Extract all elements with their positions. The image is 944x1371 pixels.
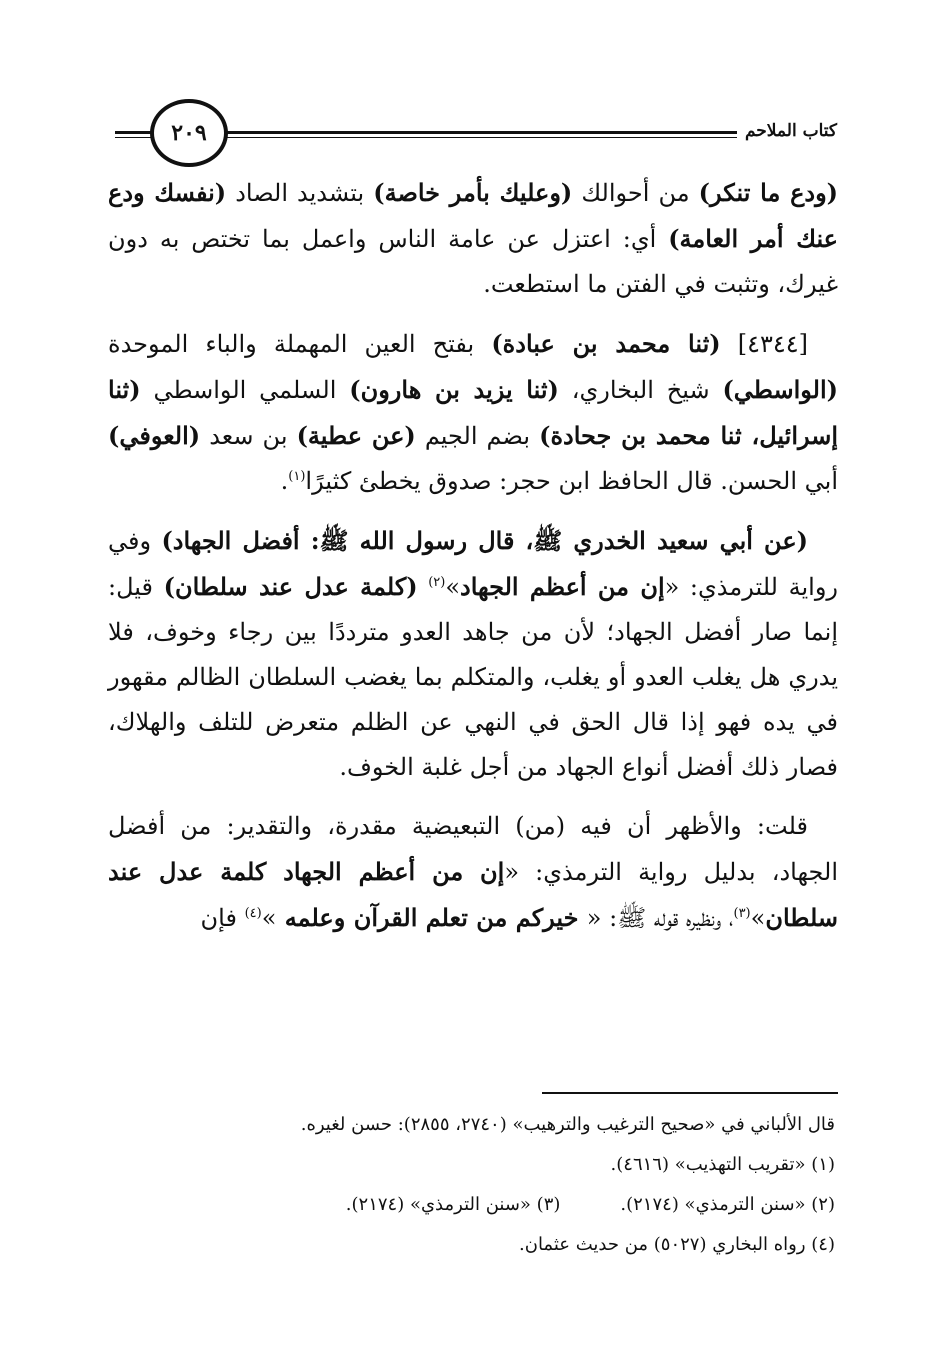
- header-rule-left-thick: [115, 131, 155, 134]
- text-run: من أحوالك: [572, 179, 699, 207]
- bold-phrase: إن من أعظم الجهاد: [460, 572, 665, 601]
- bold-phrase: (العوفي): [108, 421, 201, 450]
- bold-phrase: إن من أعظم الجهاد كلمة عدل عند سلطان: [108, 857, 838, 932]
- bold-phrase: (نفسك ودع عنك أمر العامة): [108, 178, 839, 253]
- bold-phrase: (وعليك بأمر خاصة): [373, 178, 573, 207]
- footnote-2-3-row: [120, 1185, 835, 1225]
- footnote-continuation: قال الألباني في «صحيح الترغيب والترهيب» (٢٧٤٠، ٢٨٥٥): حسن لغيره.: [300, 1114, 835, 1135]
- text-run: شيخ البخاري،: [558, 376, 723, 404]
- bold-phrase: خيركم من تعلم القرآن وعلمه: [276, 903, 587, 932]
- paragraph-1: [108, 170, 838, 307]
- running-title: كتاب الملاحم: [737, 119, 837, 143]
- text-run: »: [750, 904, 766, 932]
- text-run: بفتح العين المهملة والباء الموحدة: [108, 330, 492, 358]
- footnote-ref[interactable]: (٢): [428, 575, 446, 590]
- paragraph-3: [108, 518, 838, 790]
- footnote-ref[interactable]: (١): [288, 469, 306, 484]
- text-run: [418, 573, 429, 601]
- text-run: أي: اعتزل عن عامة الناس واعمل بما تختص به دون غيرك، وتثبت في الفتن ما استطعت.: [108, 225, 838, 298]
- text-run: قيل: إنما صار أفضل الجهاد؛ لأن من جاهد العدو مترددًا بين رجاء وخوف، فلا يدري هل يغلب العدو أو يغلب، والمتكلم بما يغضب السلطان الظالم مقهور في يده فهو إذا قال الحق في النهي عن الظلم متعرض للتلف والهلاك، فصار ذلك أفضل أنواع الجهاد من أجل غلبة الخوف.: [108, 573, 838, 781]
- footnote-3: (٣) «سنن الترمذي» (٢١٧٤).: [345, 1194, 561, 1215]
- footnotes: [120, 1105, 835, 1265]
- text-run: »: [261, 904, 277, 932]
- page-number: ٢٠٩: [150, 99, 228, 167]
- paragraph-4: [108, 804, 838, 941]
- text-run: السلمي الواسطي: [140, 376, 350, 404]
- bold-phrase: (كلمة عدل عند سلطان): [163, 572, 418, 601]
- text-run: بتشديد الصاد: [226, 179, 374, 207]
- footnote-1: (١) «تقريب التهذيب» (٤٦١٦).: [610, 1154, 835, 1175]
- text-run: قلت: والأظهر أن فيه (من) التبعيضية مقدرة، والتقدير: من أفضل الجهاد، بدليل رواية الترمذي: «: [108, 812, 838, 886]
- footnote-ref[interactable]: (٣): [733, 906, 751, 921]
- bold-phrase: (ودع ما تنكر): [698, 178, 839, 207]
- text-run: فإن: [200, 904, 245, 932]
- bold-phrase: (الواسطي): [722, 375, 838, 404]
- text-run: أبي الحسن. قال الحافظ ابن حجر: صدوق يخطئ كثيرًا: [305, 467, 838, 495]
- bold-phrase: (ثنا إسرائيل، ثنا محمد بن جحادة): [108, 375, 839, 450]
- paragraph-2: [108, 321, 838, 504]
- text-run: »: [445, 573, 461, 601]
- bold-phrase: (عن أبي سعيد الخدري ﷺ، قال رسول الله ﷺ: أفضل الجهاد): [161, 526, 808, 555]
- footnote-4: (٤) رواه البخاري (٥٠٢٧) من حديث عثمان.: [519, 1234, 835, 1255]
- text-run: .: [280, 467, 289, 495]
- page-header: [115, 95, 837, 175]
- bold-phrase: (عن عطية): [296, 421, 416, 450]
- header-rule-left-thin: [115, 137, 155, 138]
- footnote-separator: [542, 1092, 838, 1094]
- text-run: ، ونظيره قوله ﷺ: «: [586, 904, 734, 932]
- bold-phrase: (ثنا محمد بن عبادة): [491, 329, 721, 358]
- bold-phrase: (ثنا يزيد بن هارون): [349, 375, 559, 404]
- main-text: [108, 170, 838, 955]
- text-run: وفي رواية للترمذي: «: [108, 527, 838, 601]
- footnote-ref[interactable]: (٤): [244, 906, 262, 921]
- hadith-number: [٤٣٤٤]: [720, 330, 809, 358]
- text-run: بضم الجيم: [415, 422, 540, 450]
- text-run: بن سعد: [200, 422, 297, 450]
- footnote-2: (٢) «سنن الترمذي» (٢١٧٤).: [620, 1194, 835, 1215]
